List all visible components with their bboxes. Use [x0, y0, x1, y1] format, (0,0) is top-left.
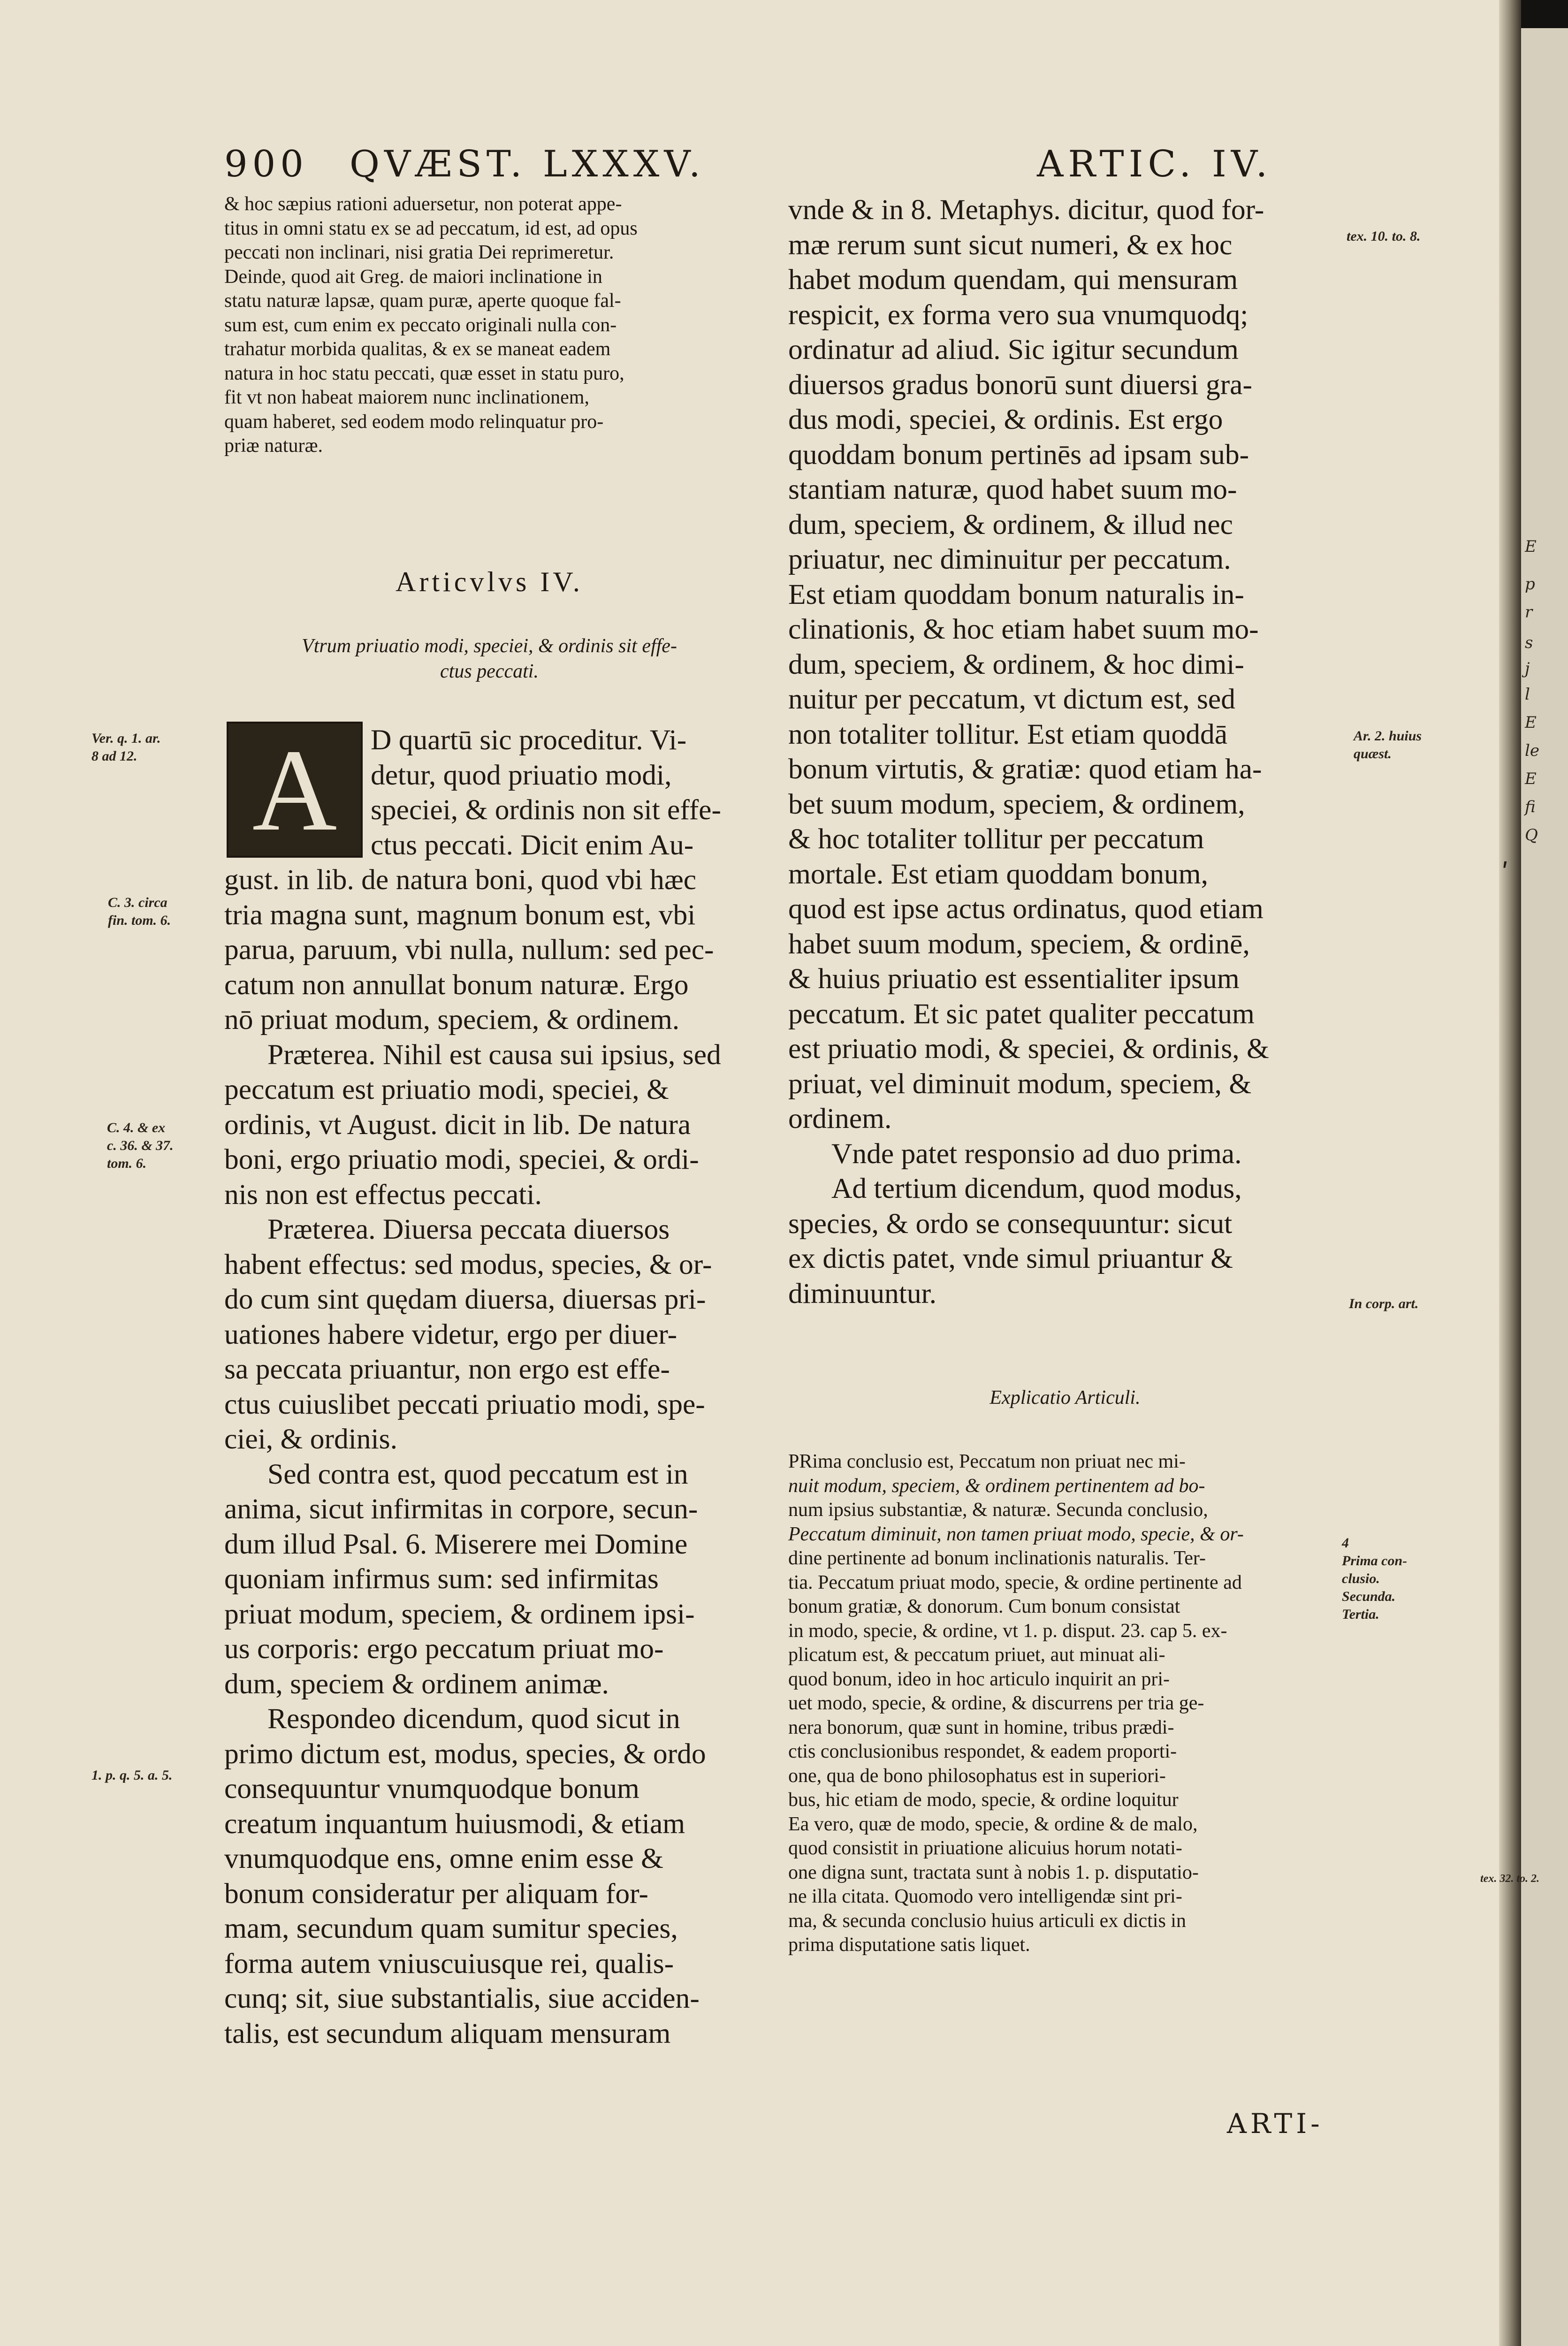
text-line: ma, & secunda conclusio huius articuli ex dictis in [788, 1910, 1186, 1932]
text-line: respicit, ex forma vero sua vnumquodq; [788, 298, 1248, 331]
ink-mark: ʹ [1501, 859, 1509, 889]
margin-note: In corp. art. [1349, 1296, 1419, 1311]
running-head-quaestio: QVÆST. LXXXV. [350, 143, 705, 185]
text-line: ne illa citata. Quomodo vero intelligendæ sint pri- [788, 1886, 1182, 1907]
text-line: cunq; sit, siue substantialis, siue acciden- [224, 1982, 700, 2014]
text-line: ordinatur ad aliud. Sic igitur secundum [788, 334, 1239, 366]
edge-letter: E [1525, 769, 1537, 788]
text-line: dum, speciem, & ordinem, & hoc dimi- [788, 648, 1244, 680]
text-line: D quartū sic proceditur. Vi- [371, 724, 687, 756]
text-line: priæ naturæ. [224, 435, 323, 457]
text-line: boni, ergo priuatio modi, speciei, & ordi- [224, 1143, 699, 1175]
text-line: titus in omni statu ex se ad peccatum, id est, ad opus [224, 217, 638, 239]
text-line: talis, est secundum aliquam mensuram [224, 2017, 671, 2049]
text-line: speciei, & ordinis non sit effe- [371, 794, 721, 826]
text-line: sa peccata priuantur, non ergo est effe- [224, 1353, 670, 1385]
text-line: vnde & in 8. Metaphys. dicitur, quod for- [788, 194, 1264, 226]
text-line: prima disputatione satis liquet. [788, 1934, 1030, 1956]
text-line: bonum virtutis, & gratiæ: quod etiam ha- [788, 753, 1262, 785]
text-line: habet suum modum, speciem, & ordinē, [788, 928, 1250, 960]
drop-cap: A [227, 722, 363, 858]
edge-letter: s [1525, 633, 1533, 652]
text-line: ctus peccati. Dicit enim Au- [371, 829, 694, 861]
text-line: ordinem. [788, 1103, 892, 1135]
text-line: Respondeo dicendum, quod sicut in [267, 1703, 680, 1735]
edge-letter: l [1525, 685, 1530, 704]
text-line: num ipsius substantiæ, & naturæ. Secunda conclusio, [788, 1499, 1208, 1521]
text-line: statu naturæ lapsæ, quam puræ, aperte quoque fal- [224, 290, 621, 312]
text-line: ctus cuiuslibet peccati priuatio modi, spe- [224, 1388, 705, 1420]
text-line: & huius priuatio est essentialiter ipsum [788, 963, 1240, 995]
edge-letter: le [1525, 741, 1539, 760]
text-line: Præterea. Diuersa peccata diuersos [267, 1213, 670, 1245]
text-line: ciei, & ordinis. [224, 1423, 397, 1455]
text-line: Vnde patet responsio ad duo prima. [831, 1137, 1242, 1170]
text-line: dum, speciem, & ordinem, & illud nec [788, 508, 1233, 541]
text-line: one digna sunt, tractata sunt à nobis 1. p. disputatio- [788, 1861, 1199, 1883]
edge-letter: j [1525, 659, 1530, 678]
margin-note: tex. 10. to. 8. [1347, 229, 1421, 244]
text-line: ordinis, vt August. dicit in lib. De natura [224, 1108, 691, 1141]
text-line: quoddam bonum pertinēs ad ipsam sub- [788, 438, 1249, 471]
text-line: quod est ipse actus ordinatus, quod etiam [788, 893, 1264, 925]
text-line: sum est, cum enim ex peccato originali nulla con- [224, 314, 617, 336]
text-line: species, & ordo se consequuntur: sicut [788, 1207, 1233, 1240]
text-line: catum non annullat bonum naturæ. Ergo [224, 968, 689, 1001]
text-line: priuatur, nec diminuitur per peccatum. [788, 543, 1231, 575]
text-line: fit vt non habeat maiorem nunc inclinationem, [224, 387, 589, 408]
text-line: diuersos gradus bonorū sunt diuersi gra- [788, 368, 1252, 401]
text-line: anima, sicut infirmitas in corpore, secun- [224, 1493, 698, 1525]
text-line: tria magna sunt, magnum bonum est, vbi [224, 899, 696, 931]
left-column-body [224, 862, 754, 2051]
first-lines [371, 723, 755, 862]
text-line: peccati non inclinari, nisi gratia Dei reprimeretur. [224, 242, 614, 263]
book-gutter [1499, 0, 1521, 2346]
text-line: & hoc sæpius rationi aduersetur, non poterat appe- [224, 193, 622, 215]
text-line: priuat modum, speciem, & ordinem ipsi- [224, 1598, 695, 1630]
text-line: peccatum. Et sic patet qualiter peccatum [788, 998, 1255, 1030]
text-line: Ad tertium dicendum, quod modus, [831, 1173, 1242, 1204]
text-line: dus modi, speciei, & ordinis. Est ergo [788, 404, 1223, 435]
explicatio-heading: Explicatio Articuli. [990, 1387, 1141, 1409]
text-line: Est etiam quoddam bonum naturalis in- [788, 578, 1244, 610]
next-page-edge [1521, 28, 1568, 2346]
running-head-articulus: ARTIC. IV. [1037, 143, 1272, 185]
article-question-line: ctus peccati. [440, 661, 539, 682]
margin-note: tex. 32. to. 2. [1480, 1873, 1539, 1885]
edge-letter: E [1525, 713, 1537, 732]
text-line: tia. Peccatum priuat modo, specie, & ordine pertinente ad [788, 1571, 1242, 1593]
article-question-line: Vtrum priuatio modi, speciei, & ordinis sit effe- [302, 635, 677, 657]
text-line: mam, secundum quam sumitur species, [224, 1912, 678, 1944]
left-column-top [224, 192, 754, 458]
text-line: peccatum est priuatio modi, speciei, & [224, 1074, 669, 1105]
text-line: nō priuat modum, speciem, & ordinem. [224, 1004, 680, 1036]
edge-letter: r [1525, 603, 1533, 622]
text-line: Ea vero, quæ de modo, specie, & ordine & de malo, [788, 1813, 1198, 1835]
text-line: bonum consideratur per aliquam for- [224, 1877, 648, 1910]
text-line: nuitur per peccatum, vt dictum est, sed [788, 683, 1235, 715]
text-line: est priuatio modi, & speciei, & ordinis, & [788, 1033, 1269, 1065]
text-line: quoniam infirmus sum: sed infirmitas [224, 1563, 659, 1595]
text-line: consequuntur vnumquodque bonum [224, 1773, 639, 1805]
text-line: dine pertinente ad bonum inclinationis naturalis. Ter- [788, 1547, 1206, 1569]
page-number: 900 [224, 143, 308, 185]
edge-letter: Q [1525, 826, 1538, 845]
text-line: one, qua de bono philosophatus est in superiori- [788, 1765, 1166, 1787]
text-line: nis non est effectus peccati. [224, 1178, 542, 1211]
article-heading: Articvlvs IV. [396, 566, 583, 597]
text-line: dum illud Psal. 6. Miserere mei Domine [224, 1528, 688, 1560]
text-line: primo dictum est, modus, species, & ordo [224, 1737, 706, 1770]
text-line: PRima conclusio est, Peccatum non priuat nec mi- [788, 1451, 1186, 1472]
text-line: ctis conclusionibus respondet, & eadem proporti- [788, 1741, 1177, 1762]
text-line: quod consistit in priuatione alicuius horum notati- [788, 1837, 1182, 1859]
edge-letter: E [1525, 537, 1537, 556]
text-line: uet modo, specie, & ordine, & discurrens per tria ge- [788, 1692, 1204, 1714]
margin-note: 1. p. q. 5. a. 5. [91, 1767, 173, 1783]
text-line: mortale. Est etiam quoddam bonum, [788, 858, 1208, 890]
explicatio-text [788, 1450, 1342, 1958]
text-line: priuat, vel diminuit modum, speciem, & [788, 1067, 1252, 1100]
text-line: clinationis, & hoc etiam habet suum mo- [788, 613, 1259, 645]
text-line: quod bonum, ideo in hoc articulo inquirit an pri- [788, 1668, 1170, 1690]
margin-note: Ar. 2. huius quæst. [1354, 728, 1422, 762]
text-line: bus, hic etiam de modo, specie, & ordine loquitur [788, 1789, 1179, 1811]
margin-note: Ver. q. 1. ar. 8 ad 12. [91, 731, 161, 764]
text-line: detur, quod priuatio modi, [371, 759, 672, 791]
text-line: trahatur morbida qualitas, & ex se maneat eadem [224, 338, 611, 360]
edge-letter: p [1525, 575, 1535, 594]
edge-letter: fi [1525, 798, 1536, 816]
text-line: plicatum est, & peccatum priuet, aut minuat ali- [788, 1644, 1165, 1666]
margin-note: 4 Prima con- clusio. Secunda. Tertia. [1342, 1535, 1408, 1622]
text-line: non totaliter tollitur. Est etiam quoddā [788, 718, 1228, 750]
text-line: do cum sint quędam diuersa, diuersas pri- [224, 1283, 706, 1315]
margin-note: C. 4. & ex c. 36. & 37. tom. 6. [107, 1120, 174, 1171]
text-line: natura in hoc statu peccati, quæ esset in statu puro, [224, 362, 624, 384]
margin-note: C. 3. circa fin. tom. 6. [108, 895, 171, 928]
text-line: forma autem vniuscuiusque rei, qualis- [224, 1947, 674, 1980]
text-line: vnumquodque ens, omne enim esse & [224, 1843, 664, 1874]
text-line: uationes habere videtur, ergo per diuer- [224, 1318, 677, 1350]
text-line: dum, speciem & ordinem animæ. [224, 1668, 609, 1700]
catchword: ARTI- [1227, 2108, 1324, 2140]
text-line: diminuuntur. [788, 1277, 937, 1310]
text-line: stantiam naturæ, quod habet suum mo- [788, 473, 1237, 505]
text-line: Peccatum diminuit, non tamen priuat modo, specie, & or- [788, 1523, 1244, 1545]
text-line: mæ rerum sunt sicut numeri, & ex hoc [788, 229, 1233, 261]
text-line: gust. in lib. de natura boni, quod vbi hæc [224, 864, 697, 896]
text-line: ex dictis patet, vnde simul priuantur & [788, 1242, 1233, 1274]
text-line: us corporis: ergo peccatum priuat mo- [224, 1633, 664, 1665]
right-column-body [788, 192, 1342, 1311]
text-line: bonum gratiæ, & donorum. Cum bonum consistat [788, 1596, 1180, 1617]
text-line: nera bonorum, quæ sunt in homine, tribus prædi- [788, 1716, 1174, 1738]
text-line: nuit modum, speciem, & ordinem pertinentem ad bo- [788, 1475, 1205, 1497]
text-line: Deinde, quod ait Greg. de maiori inclinatione in [224, 266, 602, 288]
text-line: in modo, specie, & ordine, vt 1. p. disput. 23. cap 5. ex- [788, 1620, 1227, 1642]
text-line: parua, paruum, vbi nulla, nullum: sed pec- [224, 934, 714, 966]
text-line: habent effectus: sed modus, species, & or- [224, 1248, 712, 1280]
text-line: & hoc totaliter tollitur per peccatum [788, 823, 1204, 855]
article-question [224, 633, 754, 684]
text-line: quam haberet, sed eodem modo relinquatur pro- [224, 411, 604, 433]
text-line: Præterea. Nihil est causa sui ipsius, sed [267, 1038, 721, 1071]
text-line: creatum inquantum huiusmodi, & etiam [224, 1807, 685, 1840]
text-line: Sed contra est, quod peccatum est in [267, 1458, 688, 1490]
text-line: habet modum quendam, qui mensuram [788, 264, 1238, 296]
text-line: bet suum modum, speciem, & ordinem, [788, 788, 1245, 820]
